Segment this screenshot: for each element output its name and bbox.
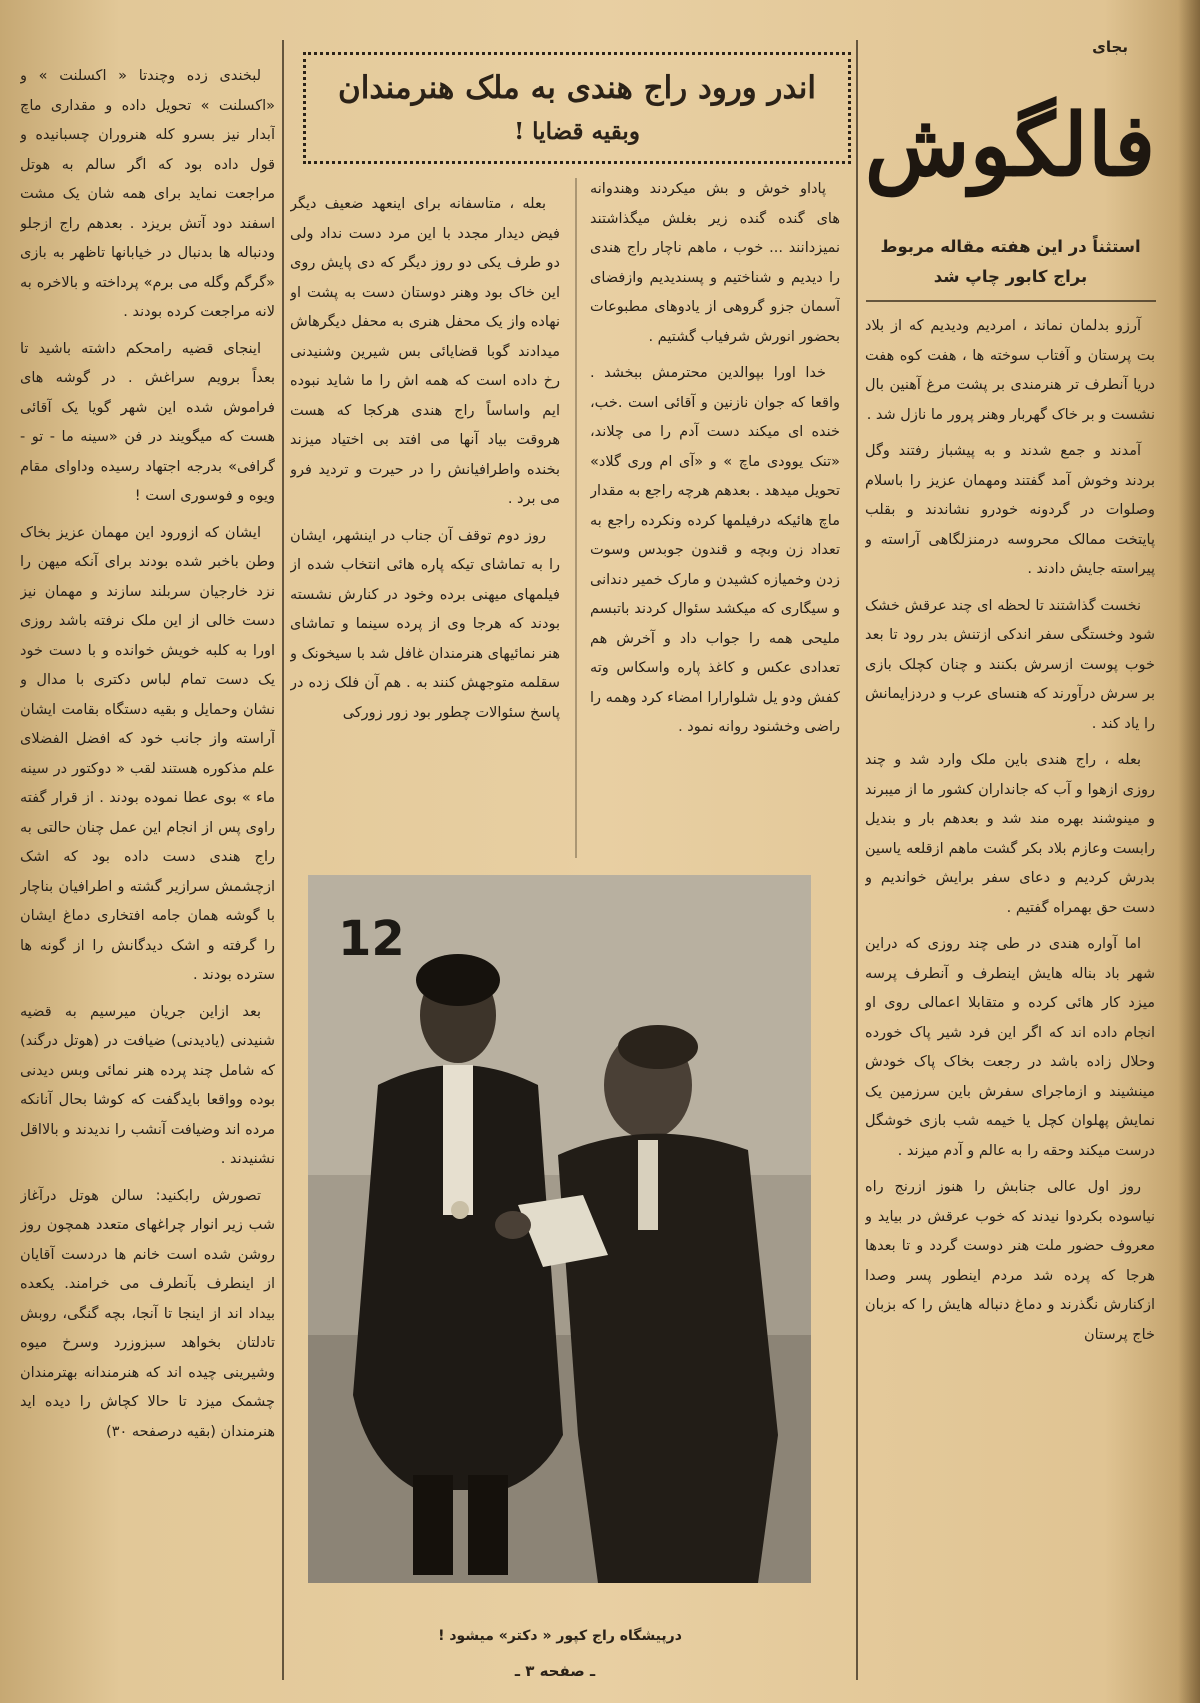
page-spine-shadow [1178, 0, 1200, 1703]
paragraph: ایشان که ازورود این مهمان عزیز بخاک وطن باخبر شده بودند برای آنکه میهن را نزد خارجیان سربلند سازند و مهمان نیز دست خالی از این ملک نرفته باشد روزی اورا به کلبه خویش خوانده و با دست خود یک دست تمام لباس دکتری با مدال و نشان وحمایل و بقیه دستگاه بقامت ایشان آراسته واز جانب خود که افضل الفضلای علم مذکوره هستند لقب « دوکتور در سینه ماء » بوی عطا نموده بودند . از قرار گفته راوی پس از انجام این عمل چنان حالتی به راج هندی دست داده بود که اشک ازچشمش سرازیر گشته و اطرافیان بناچار با گوشه همان جامه افتخاری دماغ ایشان را گرفته و اشک دیدگانش را از گونه ها سترده بودند . [20, 524, 275, 983]
paragraph: اینجای قضیه رامحکم داشته باشید تا بعداً برویم سراغش . در گوشه های فراموش شده این شهر گویا یک آقائی هست که میگویند در فن «سینه ما - تو - گرافی» بدرجه اجتهاد رسیده وداوای مقام ویوه و فوسوری است ! [20, 340, 275, 504]
paragraph: اما آواره هندی در طی چند روزی که دراین شهر باد بناله هایش اینطرف و آنطرف پرسه میزد کار هائی کرده و متقابلا اعمالی روی او انجام داده اند که اگر این فرد شیر پاک خورده وحلال زاده باشد در رجعت بخاک پاک خودش مینشیند و ازماجرای سفرش باین سرزمین یک نمایش پهلوان کچل یا خیمه شب بازی خوشگل درست میکند وحقه را به عالم و آدم میزند . [865, 936, 1155, 1159]
article-column-c [290, 190, 560, 880]
masthead-small-label: بجای [1092, 38, 1128, 56]
headline-subtitle: وبقیه قضایا ! [514, 118, 640, 145]
paragraph: روز دوم توقف آن جناب در اینشهر، ایشان را به تماشای تیکه پاره هائی انتخاب شده از فیلمهای میهنی برده وخود در کنارش نشسته بودند که هرجا وی از پرده سینما و تماشای هنر نمائیهای هنرمندان غافل شد با سیخونک و سقلمه متوجهش کنند به . هم آن فلک زده در پاسخ سئوالات چطور بود زور زورکی [290, 527, 560, 721]
masthead-title: فالگوش [864, 94, 1156, 196]
paragraph: بعله ، متاسفانه برای اینعهد ضعیف دیگر فیض دیدار مجدد با این مرد دست نداد ولی دو طرف یکی دو روز دیگر که دی پایش روی این خاک بود وهنر دوستان دست به پشت او نهاده واز یک محفل هنری به محفل دیگرهاش میدادند گوبا قضایائی بس شیرین وشنیدنی رخ داده است که همه اش را ما شاید نبوده ایم واساساً راج هندی هرکجا که هست هروقت بیاد آنها می افتد بی اختیاد میزند بخنده واطرافیانش را در حیرت و تردید فرو می برد . [290, 196, 560, 507]
article-column-d [20, 62, 275, 1627]
paragraph: بعله ، راج هندی باین ملک وارد شد و چند روزی ازهوا و آب که جانداران کشور ما از میبرند و مینوشند بهره مند شد و بعدهم بار و بندیل رابست وعازم بلاد بکر گشت ماهم ازقلعه یاسین بدرش کردیم و دعای سفر برایش خواندیم و دست حق بهمراه گفتیم . [865, 752, 1155, 916]
paragraph: پاداو خوش و بش میکردند وهندوانه های گنده گنده زیر بغلش میگذاشتند نمیزدانند ... خوب ، ماهم ناچار راج هندی را دیدیم و شناختیم و پسندیدیم وازفضای آسمان جزو گروهی از یادوهای مطبوعات بحضور انورش شرفیاب گشتیم . [590, 181, 840, 345]
paragraph: آمدند و جمع شدند و به پیشباز رفتند وگل بردند وخوش آمد گفتند ومهمان عزیز را باسلام وصلوات در گردونه خودرو نشاندند و بقلب پایتخت ممالک محروسه درمنزلگاهی آراسته و پیراسته جایش دادند . [865, 443, 1155, 577]
column-rule [856, 40, 858, 1680]
page-number: ـ صفحه ۳ ـ [514, 1662, 596, 1680]
editor-note: استثناً در این هفته مقاله مربوط براج کابور چاپ شد [880, 237, 1141, 286]
article-column-a [865, 312, 1155, 1682]
paragraph: لبخندی زده وچندتا « اکسلنت » و «اکسلنت » تحویل داده و مقداری ماچ آبدار نیز بسرو کله هنروران چسبانیده و قول داده بود که اگر سالم به هوتل مراجعت نماید برای همه شان یک مشت اسفند دود آتش بریزد . بعدهم راج ازجلو ودنباله ها بدنبال در خیابانها تاظهر به بازی «گرگم وگله می برم» پرداخته و بالاخره به لانه مراجعت کرده بودند . [20, 68, 275, 320]
column-rule [282, 40, 284, 1680]
article-column-b [590, 175, 840, 875]
paragraph: روز اول عالی جنابش را هنوز ازرنج راه نیاسوده بکردوا نیدند که خوب عرقش در بیاید و معروف حضور ملت هنر دوست گردد و تا بعدها هرجا که پرده شد مردم اینطور پسر وصدا ازکنارش نگذرند و دماغ دنباله هایش را که بزبان خاج پرستان [865, 1179, 1155, 1343]
paragraph: خدا اورا بپوالدین محترمش ببخشد . واقعا که جوان نازنین و آقائی است .خب، خنده ای میکند دست آدم را می چلاند، «تنک یوودی ماچ » و «آی ام وری گلاد» تحویل میدهد . بعدهم هرچه راجع به مقدار ماچ هائیکه درفیلمها کرده ونکرده راجع به تعداد زن وبچه و قندون جوبدس وسوت زدن وخمیازه کشیدن و مارک خمیر دندانی و سیگاری که میکشد سئوال کردند باتبسم ملیحی همه را جواب داد و آخرش هم تعدادی عکس و کاغذ پاره واسکاس وته کفش ودو یل شلوارارا امضاء کرد وهمه را راضی وخشنود روانه نمود . [590, 365, 840, 735]
paragraph: آرزو بدلمان نماند ، امردیم ودیدیم که از بلاد بت پرستان و آفتاب سوخته ها ، هفت کوه هفت دریا آنطرف تر هنرمندی بر پشت مرغ آهنین بال نشست و بر خاک گهربار وهنر پرور ما نازل شد . [865, 318, 1155, 423]
paragraph: تصورش رابکنید: سالن هوتل درآغاز شب زیر انوار چراغهای متعدد همچون روز روشن شده است خانم ها دردست آقایان از اینطرف بآنطرف می خرامند. یکعده بیداد اند از اینجا تا آنجا، بچه گنگی، روبش تادلتان بخواهد سبزوزرد وسرخ میوه وشیرینی چیده اند که هنرمندانه بهترمندان چشمک میزد تا حالا کچاش را دیده اید هنرمندان (بقیه درصفحه ۳۰) [20, 1187, 275, 1440]
photo-illustration [308, 875, 811, 1583]
masthead-divider [866, 300, 1156, 302]
paragraph: بعد ازاین جریان میرسیم به قضیه شنیدنی (یادیدنی) ضیافت در (هوتل درگند) که شامل چند پرده هنر نمائی وبس دیدنی بوده وواقعا بایدگفت که کوشا بحال آنانکه مرده اند وضیافت آنشب را ندیدند و بالااقل نشنیدند . [20, 1003, 275, 1167]
headline-title: اندر ورود راج هندی به ملک هنرمندان [337, 70, 817, 106]
headline-box [303, 52, 851, 164]
photo-caption: درپیشگاه راج کپور « دکتر» میشود ! [438, 1628, 682, 1644]
paragraph: نخست گذاشتند تا لحظه ای چند عرقش خشک شود وخستگی سفر اندکی ازتنش بدر رود تا بعد خوب پوست ازسرش بکنند و چنان کچلک بازی بر سرش درآورند که هنسای عرب و دردزایمانش را یاد کند . [865, 597, 1155, 732]
news-photo [308, 875, 811, 1583]
photo-wall-number: 12 [338, 911, 405, 967]
column-rule [575, 178, 577, 858]
